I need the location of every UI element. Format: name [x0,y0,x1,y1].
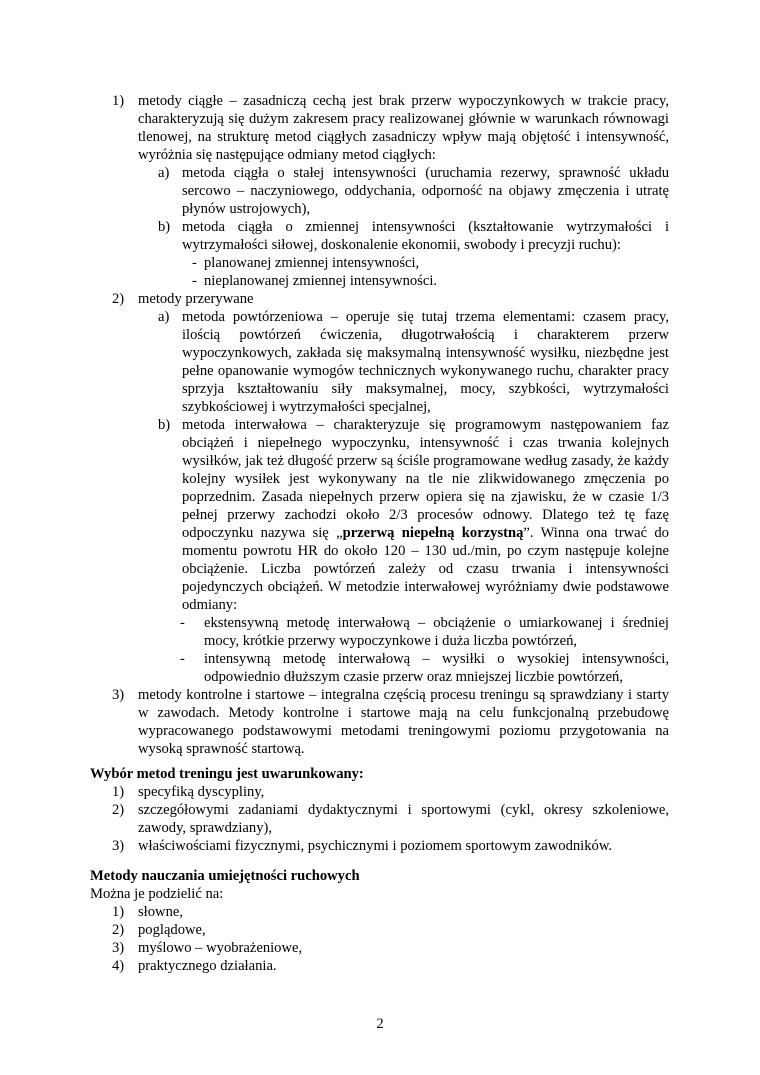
dash-item [192,254,669,272]
list-item [112,686,669,758]
teaching-methods-list [112,903,669,975]
list-item-text: poglądowe, [138,922,206,938]
sub-list-item [158,218,669,254]
list-number: 3) [112,687,125,703]
list-item-text: szczegółowymi zadaniami dydaktycznymi i sportowymi (cykl, okresy szkoleniowe, zawody, sprawdziany), [138,802,669,836]
bold-term: przerwą niepełną korzystną [342,525,524,541]
sub-list-item-text [182,416,669,614]
section-intro: Można je podzielić na: [90,886,224,902]
dash-item-text: planowanej zmiennej intensywności, [204,255,420,271]
conditions-list [112,783,669,855]
sub-list-item [158,416,669,614]
list-number: 1) [112,784,125,800]
list-item-text: metody przerywane [138,291,254,307]
sub-list-letter: b) [158,219,171,235]
dash-item [180,614,669,650]
methods-list [112,92,669,758]
list-number: 1) [112,904,125,920]
list-item [112,957,669,975]
list-item [112,939,669,957]
text-part: ”. Winna ona trwać do momentu powrotu HR do około 120 – 130 ud./min, po czym następuje kolejne obciążenie. Liczba powtórzeń zależy od czasu trwania i intensywności pojedynczych obciążeń. W metodzie interwałowej wyróżniamy dwie podstawowe odmiany: [182,525,669,613]
section-heading: Metody nauczania umiejętności ruchowych [90,868,360,884]
dash-marker: - [192,255,197,271]
dash-item-text: nieplanowanej zmiennej intensywności. [204,273,438,289]
dash-item [180,650,669,686]
dash-item-text: intensywną metodę interwałową – wysiłki o wysokiej intensywności, odpowiednio dłuższym czasie przerw oraz mniejszej liczbie powtórzeń, [204,651,669,685]
list-item-text: metody ciągłe – zasadniczą cechą jest brak przerw wypoczynkowych w trakcie pracy, charakteryzują się dużym zakresem pracy realizowanej głównie w warunkach równowagi tlenowej, na strukturę metod ciągłych zasadniczy wpływ mają objętość i intensywność, wyróżnia się następujące odmiany metod ciągłych: [138,93,669,163]
page-number: 2 [376,1016,384,1032]
list-item [112,783,669,801]
sub-list-letter: a) [158,309,170,325]
dash-marker: - [180,615,185,631]
sub-list-letter: a) [158,165,170,181]
dash-marker: - [192,273,197,289]
dash-marker: - [180,651,185,667]
sub-list-item-text: metoda ciągła o stałej intensywności (uruchamia rezerwy, sprawność układu sercowo – naczyniowego, oddychania, odporność na objawy zmęczenia i utratę płynów ustrojowych), [182,165,669,217]
list-item [112,903,669,921]
list-number: 2) [112,802,125,818]
list-item-text: myślowo – wyobrażeniowe, [138,940,303,956]
list-item-text: praktycznego działania. [138,958,277,974]
sub-list-letter: b) [158,417,171,433]
dash-item-text: ekstensywną metodę interwałową – obciążenie o umiarkowanej i średniej mocy, krótkie przerwy wypoczynkowe i duża liczba powtórzeń, [204,615,669,649]
list-item-text: właściwościami fizycznymi, psychicznymi i poziomem sportowym zawodników. [138,838,613,854]
list-number: 4) [112,958,125,974]
list-item-text: metody kontrolne i startowe – integralna częścią procesu treningu są sprawdziany i starty w zawodach. Metody kontrolne i startowe mają na celu funkcjonalną przebudowę wypracowanego podstawowymi metodami treningowymi poziomu przygotowania na wysoką sprawność startową. [138,687,669,757]
sub-list-item [158,308,669,416]
sub-list-item-text: metoda ciągła o zmiennej intensywności (kształtowanie wytrzymałości i wytrzymałości siłowej, doskonalenie ekonomii, swobody i precyzji ruchu): [182,219,669,253]
list-item-text: specyfiką dyscypliny, [138,784,265,800]
list-item [112,290,669,308]
sub-list-item-text: metoda powtórzeniowa – operuje się tutaj trzema elementami: czasem pracy, ilością powtórzeń ćwiczenia, długotrwałością i charakterem przerw wypoczynkowych, zakłada się maksymalną intensywność wysiłku, niezbędne jest pełne opanowanie wymogów technicznych wykonywanego ruchu, charakter pracy sprzyja kształtowaniu siły maksymalnej, mocy, szybkości, wytrzymałości szybkościowej i wytrzymałości specjalnej, [182,309,669,415]
list-item [112,801,669,837]
section-heading: Wybór metod treningu jest uwarunkowany: [90,766,364,782]
list-number: 2) [112,922,125,938]
list-item-text: słowne, [138,904,183,920]
list-item [112,837,669,855]
list-item [112,921,669,939]
list-number: 2) [112,291,125,307]
dash-item [192,272,669,290]
sub-list-item [158,164,669,218]
text-part: metoda interwałowa – charakteryzuje się programowym następowaniem faz obciążeń i niepełnego wypoczynku, intensywność i czas trwania kolejnych wysiłków, jak też długość przerw są ściśle programowane według zasady, że każdy kolejny wysiłek jest wykonywany na tle nie zlikwidowanego zmęczenia po poprzednim. Zasada niepełnych przerw opiera się na zjawisku, że w czasie 1/3 pełnej przerwy zachodzi około 2/3 procesów odnowy. Dlatego też tę fazę odpoczynku nazywa się „ [182,417,669,541]
list-number: 1) [112,93,125,109]
list-number: 3) [112,838,125,854]
list-number: 3) [112,940,125,956]
list-item [112,92,669,164]
